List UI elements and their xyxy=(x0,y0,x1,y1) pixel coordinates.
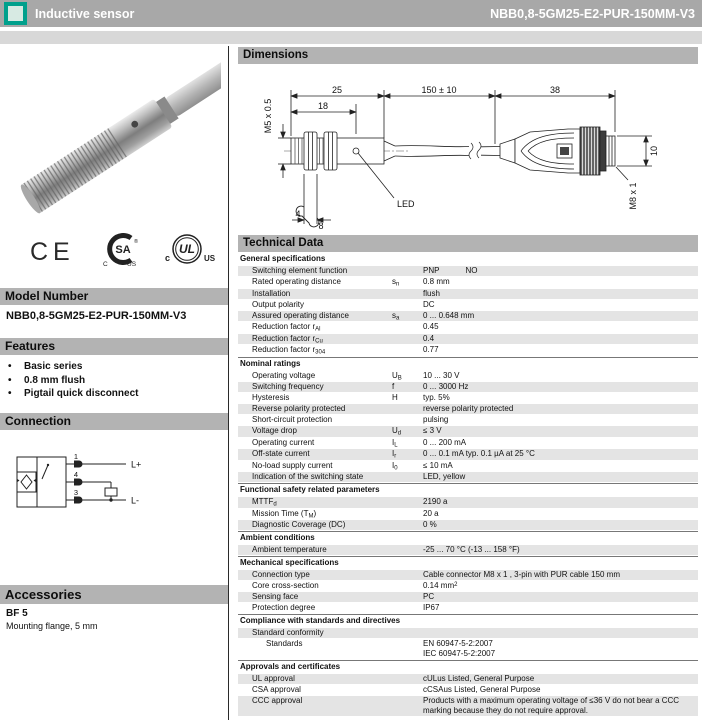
spec-value: PC xyxy=(423,592,435,601)
spec-value: cULus Listed, General Purpose xyxy=(423,674,535,683)
spec-symbol: $I_r$ xyxy=(392,449,397,460)
spec-row xyxy=(238,426,698,437)
spec-section-title: Nominal ratings xyxy=(238,357,698,370)
spec-symbol: $s_a$ xyxy=(392,310,400,321)
feature-text: Basic series xyxy=(24,361,83,372)
csa-us-text: US xyxy=(127,261,137,267)
spec-label: Reduction factor $r_{Cu}$ xyxy=(252,333,323,344)
bullet-icon: • xyxy=(8,361,12,372)
feature-item xyxy=(8,387,222,401)
spec-label: CCC approval xyxy=(252,696,303,705)
supply-plus-label: L+ xyxy=(131,459,142,470)
spec-section-title: Compliance with standards and directives xyxy=(238,614,698,627)
spec-row xyxy=(238,322,698,333)
spec-value: 2190 a xyxy=(423,497,448,506)
spec-label: Core cross-section xyxy=(252,581,319,590)
spec-row xyxy=(238,570,698,580)
model-number-heading: Model Number xyxy=(0,288,228,305)
column-divider xyxy=(228,46,229,720)
accessory-desc: Mounting flange, 5 mm xyxy=(6,621,98,631)
pin1-label: 1 xyxy=(73,452,79,461)
thread-left-label: M5 x 0.5 xyxy=(263,98,273,134)
spec-value: 0 ... 0.1 mA typ. 0.1 µA at 25 °C xyxy=(423,449,535,458)
spec-row xyxy=(238,382,698,392)
spec-label: Operating voltage xyxy=(252,370,316,380)
plug-symbol-pin3 xyxy=(74,497,83,504)
spec-value: ≤ 10 mA xyxy=(423,460,453,470)
spec-value: cCSAus Listed, General Purpose xyxy=(423,685,541,694)
spec-symbol: $s_n$ xyxy=(392,277,400,288)
right-column xyxy=(238,46,698,720)
spec-section-title: Mechanical specifications xyxy=(238,556,698,569)
spec-symbol: $I_0$ xyxy=(392,460,398,471)
spec-row xyxy=(238,581,698,591)
spec-symbol: $U_B$ xyxy=(392,370,402,381)
spec-value: -25 ... 70 °C (-13 ... 158 °F) xyxy=(423,545,520,554)
brand-icon xyxy=(4,2,27,25)
spec-row xyxy=(238,311,698,322)
spec-row xyxy=(238,472,698,482)
header-model-label: NBB0,8-5GM25-E2-PUR-150MM-V3 xyxy=(490,6,695,21)
spec-row xyxy=(238,438,698,449)
csa-logo xyxy=(103,236,138,268)
spec-value: 20 a xyxy=(423,508,439,518)
thread-right-label: M8 x 1 xyxy=(628,182,638,210)
led-label: LED xyxy=(397,199,415,209)
connection-heading: Connection xyxy=(0,413,228,430)
spec-label: Operating current xyxy=(252,437,315,447)
spec-row xyxy=(238,674,698,684)
spec-label: Standards xyxy=(266,639,303,648)
certification-logos xyxy=(10,233,222,267)
spec-value: 0.77 xyxy=(423,345,439,354)
spec-row xyxy=(238,509,698,520)
spec-row xyxy=(238,685,698,695)
bullet-icon: • xyxy=(8,388,12,399)
dim-25-label: 25 xyxy=(331,85,343,95)
spec-label: Switching frequency xyxy=(252,382,324,391)
accessory-name: BF 5 xyxy=(6,608,28,619)
spec-row xyxy=(238,461,698,472)
pin4-label: 4 xyxy=(73,470,79,479)
ul-logo xyxy=(165,235,216,263)
dimensions-heading: Dimensions xyxy=(238,47,698,64)
dim-38-label: 38 xyxy=(549,85,561,95)
dim-18-label: 18 xyxy=(317,101,329,111)
spec-label: Voltage drop xyxy=(252,426,297,435)
product-photo-image xyxy=(7,48,221,230)
spec-value: LED, yellow xyxy=(423,472,466,481)
spec-section-title: Approvals and certificates xyxy=(238,660,698,673)
spec-value: typ. 5% xyxy=(423,393,450,402)
spec-label: Short-circuit protection xyxy=(252,415,333,424)
features-heading: Features xyxy=(0,338,228,355)
spec-row xyxy=(238,592,698,602)
ul-main-text: UL xyxy=(179,242,195,256)
dimensions-drawing xyxy=(238,74,698,237)
spec-label: UL approval xyxy=(252,674,295,683)
model-number-value: NBB0,8-5GM25-E2-PUR-150MM-V3 xyxy=(6,310,187,322)
ce-logo-text: CE xyxy=(30,238,75,266)
spec-value: reverse polarity protected xyxy=(423,404,514,413)
product-type-label: Inductive sensor xyxy=(35,6,135,21)
spec-row xyxy=(238,628,698,638)
spec-label: Output polarity xyxy=(252,299,305,309)
spec-value: Products with a maximum operating voltage of ≤36 V do not bear a CCC marking because they do not require approval. xyxy=(423,696,680,715)
plug-symbol-pin1 xyxy=(74,461,83,468)
feature-text: 0.8 mm flush xyxy=(24,374,86,386)
spec-label: Installation xyxy=(252,288,291,298)
pin3-label: 3 xyxy=(73,488,79,497)
spec-row xyxy=(238,345,698,356)
spec-row xyxy=(238,289,698,299)
spec-row xyxy=(238,334,698,345)
spec-symbol: H xyxy=(392,393,398,402)
spec-label: Reduction factor $r_{304}$ xyxy=(252,345,326,356)
csa-sa-text: SA xyxy=(115,244,131,256)
spec-symbol: $I_L$ xyxy=(392,437,398,448)
accessories-heading: Accessories xyxy=(0,585,228,604)
feature-item xyxy=(8,360,222,374)
spec-label: Sensing face xyxy=(252,592,299,601)
spec-row xyxy=(238,300,698,310)
spec-label: CSA approval xyxy=(252,685,301,694)
spec-label: Connection type xyxy=(252,570,310,579)
spec-value: PNP NO xyxy=(423,266,478,275)
spec-value: Cable connector M8 x 1 , 3-pin with PUR cable 150 mm xyxy=(423,570,620,579)
spec-row xyxy=(238,639,698,659)
spec-row xyxy=(238,449,698,460)
spec-label: Protection degree xyxy=(252,603,316,612)
spec-label: Switching element function xyxy=(252,266,348,275)
features-list xyxy=(8,360,222,401)
spec-label: Hysteresis xyxy=(252,393,290,402)
spec-label: Indication of the switching state xyxy=(252,472,364,481)
spec-label: Reverse polarity protected xyxy=(252,404,346,413)
product-photo xyxy=(7,48,221,230)
spec-value: 0.14 $mm^2$ xyxy=(423,581,458,590)
spec-row xyxy=(238,371,698,382)
spec-label: Rated operating distance xyxy=(252,277,341,286)
spec-value: ≤ 3 V xyxy=(423,426,442,435)
spec-value: 0.45 xyxy=(423,322,439,331)
spec-row xyxy=(238,545,698,555)
spec-label: Ambient temperature xyxy=(252,545,327,554)
technical-data-heading: Technical Data xyxy=(238,235,698,252)
spec-row xyxy=(238,393,698,403)
spec-label: $MTTF_d$ xyxy=(252,497,277,508)
spec-value: 0.8 mm xyxy=(423,277,450,286)
ul-c-text: c xyxy=(165,253,171,263)
spec-value: 0 ... 0.648 mm xyxy=(423,310,475,320)
spec-label: Diagnostic Coverage (DC) xyxy=(252,520,346,529)
spec-label: No-load supply current xyxy=(252,460,333,470)
spec-row xyxy=(238,696,698,716)
dim-150-label: 150 ± 10 xyxy=(421,85,457,95)
ul-us-text: US xyxy=(204,254,216,263)
dim-10-label: 10 xyxy=(649,145,659,157)
spec-value: IP67 xyxy=(423,603,440,612)
left-column xyxy=(0,46,228,720)
spec-label: Standard conformity xyxy=(252,628,324,637)
spec-value: EN 60947-5-2:2007 IEC 60947-5-2:2007 xyxy=(423,639,496,658)
spec-value: 0 % xyxy=(423,520,437,529)
spec-value: 0.4 xyxy=(423,333,435,343)
spec-value: 0 ... 3000 Hz xyxy=(423,382,469,391)
spec-value: DC xyxy=(423,299,435,309)
spec-row xyxy=(238,603,698,613)
spec-value: flush xyxy=(423,288,440,298)
spec-row xyxy=(238,520,698,530)
title-bar xyxy=(0,0,702,27)
plug-symbol-pin4 xyxy=(74,479,83,486)
spec-row xyxy=(238,404,698,414)
spec-row xyxy=(238,266,698,276)
header-substrip xyxy=(0,31,702,44)
spec-label: Off-state current xyxy=(252,449,310,458)
spec-section-title: Ambient conditions xyxy=(238,531,698,544)
spec-symbol: $U_d$ xyxy=(392,426,402,437)
spec-value: pulsing xyxy=(423,415,449,424)
spec-symbol: f xyxy=(392,382,395,391)
spec-row xyxy=(238,415,698,425)
wrench-size-label: 8 xyxy=(318,221,324,231)
spec-value: 0 ... 200 mA xyxy=(423,437,467,447)
spec-row xyxy=(238,497,698,508)
spec-value: 10 ... 30 V xyxy=(423,370,460,380)
spec-label: Mission Time $(T_M)$ xyxy=(252,508,317,519)
dim-4-label: 4 xyxy=(295,209,301,219)
spec-section-title: General specifications xyxy=(240,254,326,263)
spec-label: Assured operating distance xyxy=(252,310,349,320)
connection-diagram xyxy=(8,452,168,519)
ce-logo xyxy=(30,238,75,266)
feature-text: Pigtail quick disconnect xyxy=(24,388,139,399)
spec-label: Reduction factor $r_{Al}$ xyxy=(252,322,321,333)
csa-c-text: C xyxy=(103,261,108,267)
spec-row xyxy=(238,277,698,288)
spec-section-title: Functional safety related parameters xyxy=(238,483,698,496)
supply-minus-label: L- xyxy=(131,495,140,506)
feature-item xyxy=(8,374,222,388)
csa-reg-mark: ® xyxy=(134,239,139,245)
bullet-icon: • xyxy=(8,374,12,386)
technical-table xyxy=(238,253,698,717)
